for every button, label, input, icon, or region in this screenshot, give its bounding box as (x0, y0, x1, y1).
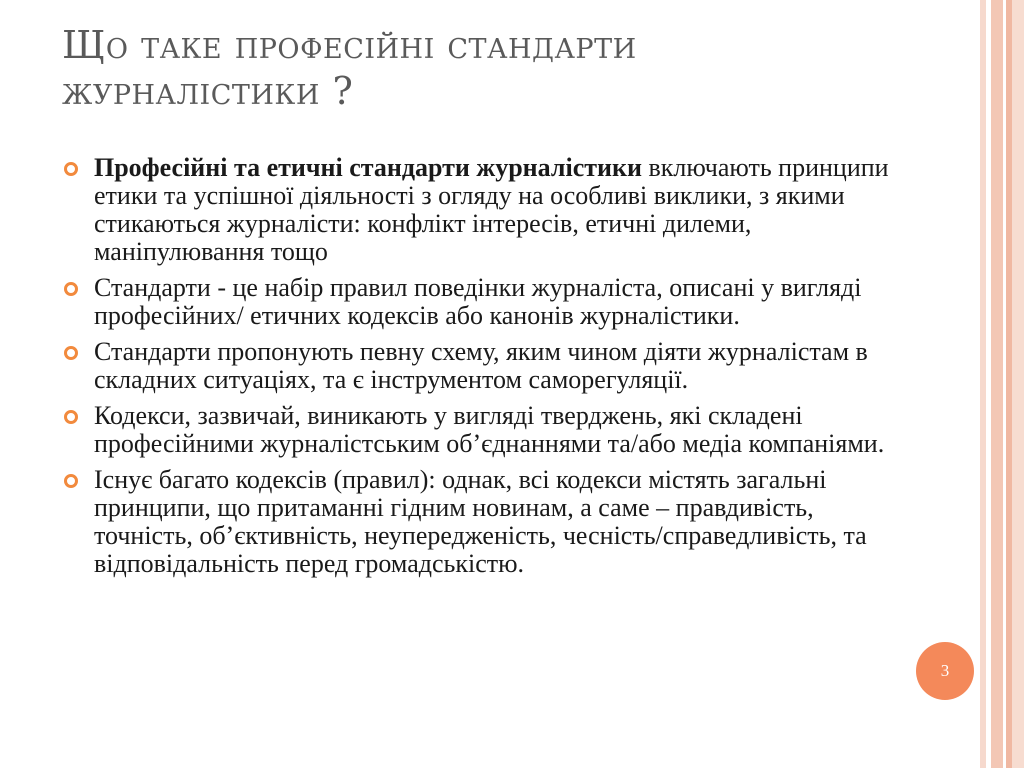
bullet-ring-icon (64, 282, 78, 296)
bullet-text: Існує багато кодексів (правил): однак, всі кодекси містять загальні принципи, що притаманні гідним новинам, а саме – правдивість, точність, об’єктивність, неупередженість, чесність/справедливість, та відповідальність перед громадськістю. (94, 465, 867, 578)
bullet-ring-icon (64, 410, 78, 424)
bullet-ring-icon (64, 162, 78, 176)
bullet-item-5 (62, 466, 902, 578)
bullet-text: Стандарти пропонують певну схему, яким чином діяти журналістам в складних ситуаціях, та є інструментом саморегуляції. (94, 337, 868, 394)
bullet-bold-lead: Професійні та етичні стандарти журналістики (94, 153, 642, 182)
bullet-item-3 (62, 338, 902, 394)
bullet-text: Стандарти - це набір правил поведінки журналіста, описані у вигляді професійних/ етичних кодексів або канонів журналістики. (94, 273, 862, 330)
bullet-list (62, 154, 902, 586)
slide-title-line-2: журналістики ? (62, 69, 354, 113)
page-number-badge (916, 642, 974, 700)
bullet-ring-icon (64, 346, 78, 360)
slide-title (62, 22, 942, 114)
bullet-text: Кодекси, зазвичай, виникають у вигляді тверджень, які складені професійними журналістським об’єднаннями та/або медіа компаніями. (94, 401, 885, 458)
bullet-ring-icon (64, 474, 78, 488)
bullet-item-4 (62, 402, 902, 458)
decorative-stripe (1012, 0, 1024, 768)
slide-title-line-1: Що таке професійні стандарти (62, 23, 637, 67)
bullet-item-2 (62, 274, 902, 330)
bullet-item-1 (62, 154, 902, 266)
bullet-text: включають принципи етики та успішної діяльності з огляду на особливі виклики, з якими стикаються журналісти: конфлікт інтересів, етичні дилеми, маніпулювання тощо (94, 153, 889, 266)
decorative-stripe (980, 0, 986, 768)
decorative-stripe (991, 0, 1003, 768)
page-number: 3 (940, 661, 950, 680)
